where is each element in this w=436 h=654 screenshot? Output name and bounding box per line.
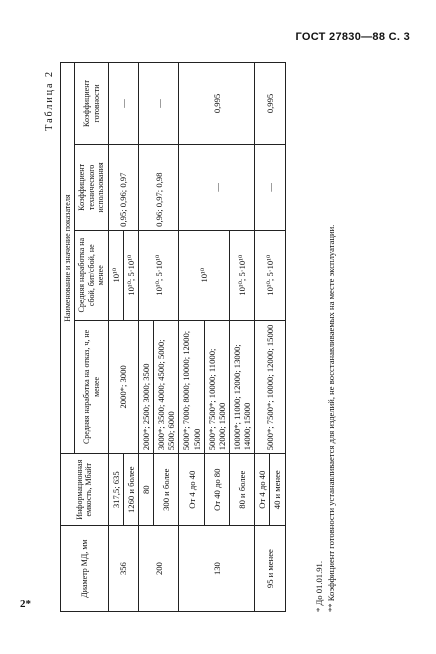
cell-capacity: 80: [139, 454, 154, 526]
cell-availability: —: [108, 63, 138, 145]
cell-availability: 0,995: [255, 63, 285, 145]
cell-mtbf: 5000*; 7500*; 10000; 11000; 12000; 15000: [204, 320, 229, 454]
cell-mtbf: 10000*; 11000; 12000; 13000; 14000; 15000: [230, 320, 255, 454]
col-group-header: Наименование и значение показателя: [61, 63, 75, 454]
col-header-error-rate: Средняя наработка на сбой, бит/сбой, не менее: [75, 230, 108, 320]
cell-capacity: От 4 до 40: [255, 454, 270, 526]
cell-utilization: 0,96; 0,97; 0,98: [139, 144, 179, 230]
footnote-1: * До 01.01.91.: [314, 561, 324, 612]
page-marker: 2*: [20, 598, 31, 610]
cell-diameter: 95 и менее: [255, 526, 285, 612]
table-header-row: [61, 63, 75, 612]
cell-diameter: 130: [179, 526, 255, 612]
cell-utilization: —: [179, 144, 255, 230]
cell-error-rate: 10¹⁰; 5·10¹⁰: [230, 230, 255, 320]
cell-error-rate: 10¹⁰; 5·10¹⁰: [139, 230, 179, 320]
table-row: [108, 63, 123, 612]
cell-error-rate: 10¹⁰: [179, 230, 230, 320]
col-header-diameter: Диаметр МД, мм: [61, 526, 109, 612]
col-header-capacity: Информационная емкость, Мбайт: [61, 454, 109, 526]
cell-capacity: От 4 до 40: [179, 454, 204, 526]
cell-capacity: 1260 и более: [123, 454, 138, 526]
table-caption: Таблица 2: [44, 70, 55, 131]
cell-mtbf: 5000*; 7000; 8000; 10000; 12000; 15000: [179, 320, 204, 454]
table-row: [255, 63, 270, 612]
cell-error-rate: 10¹⁰: [108, 230, 123, 320]
col-header-mtbf: Средняя наработка на отказ, ч, не менее: [75, 320, 108, 454]
cell-availability: —: [139, 63, 179, 145]
cell-diameter: 200: [139, 526, 179, 612]
cell-error-rate: 10¹⁰; 5·10¹⁰: [123, 230, 138, 320]
cell-mtbf: 3000*; 3500; 4000; 4500; 5000; 5500; 6000: [154, 320, 179, 454]
table-row: [139, 63, 154, 612]
footnote-2: ** Коэффициент готовности устанавливается для изделий, не восстанавливаемых на месте эксплуатации.: [325, 224, 336, 612]
cell-mtbf: 2000*; 2500; 3000; 3500: [139, 320, 154, 454]
cell-mtbf: 2000*; 3000: [108, 320, 138, 454]
cell-capacity: 80 и более: [230, 454, 255, 526]
cell-capacity: 300 и более: [154, 454, 179, 526]
cell-capacity: 40 и менее: [270, 454, 285, 526]
cell-utilization: —: [255, 144, 285, 230]
reliability-table: [60, 62, 286, 612]
col-header-availability: Коэффициент готовности: [75, 63, 108, 145]
cell-availability: 0,995: [179, 63, 255, 145]
table-row: [179, 63, 204, 612]
cell-capacity: 317,5; 635: [108, 454, 123, 526]
standard-header: ГОСТ 27830—88 С. 3: [295, 31, 410, 43]
cell-diameter: 356: [108, 526, 138, 612]
cell-error-rate: 10¹⁰; 5·10¹⁰: [255, 230, 285, 320]
cell-capacity: От 40 до 80: [204, 454, 229, 526]
cell-mtbf: 5000*; 7500*; 10000; 12000; 15000: [255, 320, 285, 454]
cell-utilization: 0,95; 0,96; 0,97: [108, 144, 138, 230]
footnotes: [314, 62, 337, 612]
col-header-utilization: Коэффициент технического использования: [75, 144, 108, 230]
rotated-block: [44, 62, 354, 612]
